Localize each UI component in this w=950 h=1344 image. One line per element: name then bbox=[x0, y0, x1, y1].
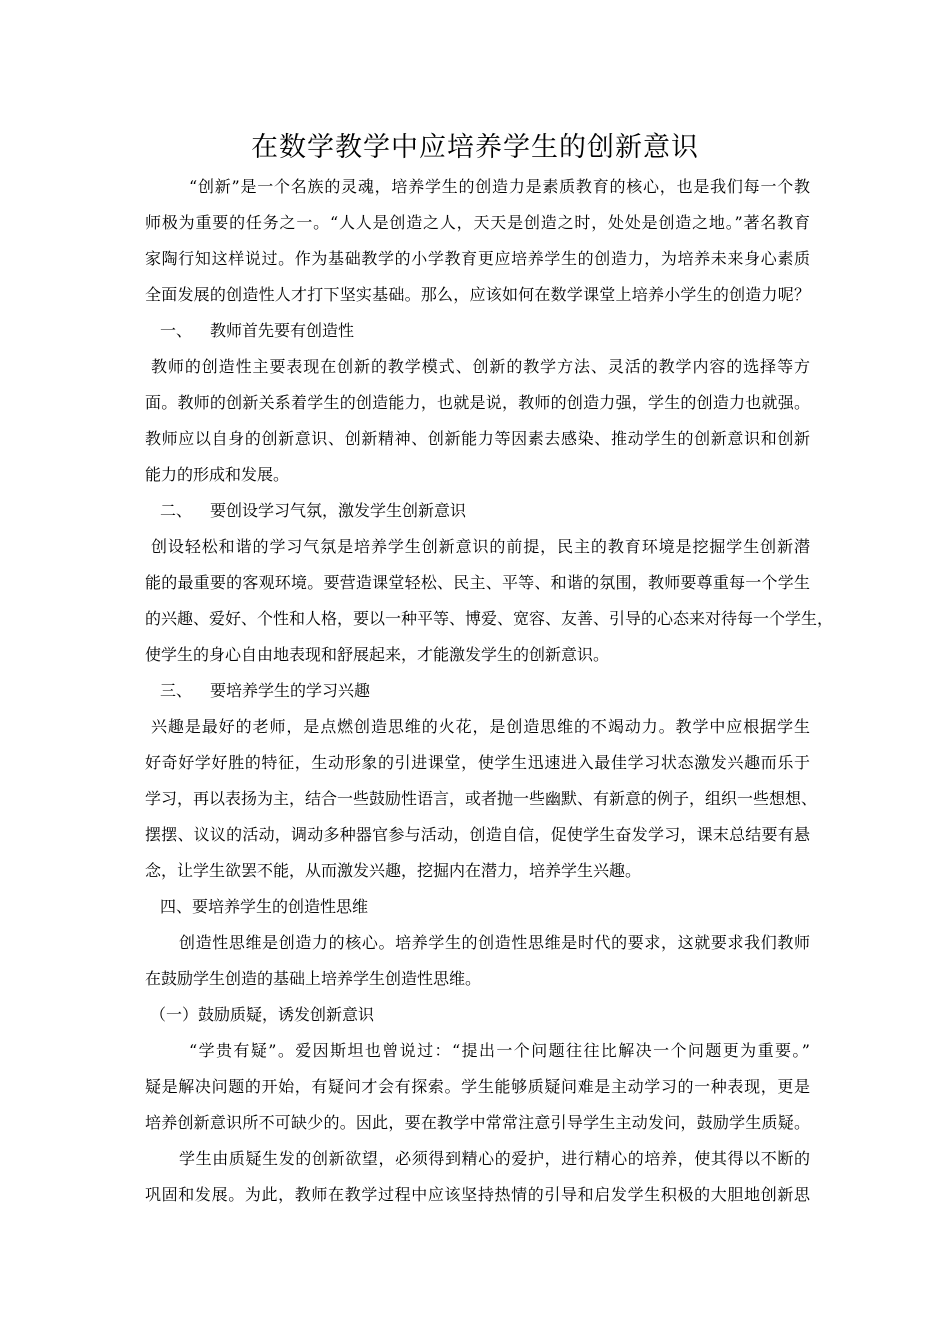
section-heading-3 bbox=[160, 680, 760, 702]
paragraph-line: 念，让学生欲罢不能，从而激发兴趣，挖掘内在潜力，培养学生兴趣。 bbox=[145, 861, 642, 880]
paragraph-line: 教师应以自身的创新意识、创新精神、创新能力等因素去感染、推动学生的创新意识和创新 bbox=[145, 429, 810, 448]
paragraph-line: 在鼓励学生创造的基础上培养学生创造性思维。 bbox=[145, 969, 482, 988]
paragraph-line: 家陶行知这样说过。作为基础教学的小学教育更应培养学生的创造力，为培养未来身心素质 bbox=[145, 249, 810, 268]
section-heading-1 bbox=[160, 320, 760, 342]
heading-text: 要培养学生的学习兴趣 bbox=[210, 681, 371, 700]
paragraph-line: 培养创新意识所不可缺少的。因此，要在教学中常常注意引导学生主动发问，鼓励学生质疑。 bbox=[145, 1113, 810, 1132]
document-title: 在数学教学中应培养学生的创新意识 bbox=[251, 132, 699, 163]
heading-number: 二、 bbox=[160, 501, 193, 520]
subsection-heading-1 bbox=[150, 1004, 750, 1026]
paragraph-line: 好奇好学好胜的特征，生动形象的引进课堂，使学生迅速进入最佳学习状态激发兴趣而乐于 bbox=[145, 753, 810, 772]
paragraph-line: 学习，再以表扬为主，结合一些鼓励性语言，或者抛一些幽默、有新意的例子，组织一些想想、 bbox=[145, 789, 818, 808]
paragraph-line: 摆摆、议议的活动，调动多种器官参与活动，创造自信，促使学生奋发学习，课末总结要有悬 bbox=[145, 825, 810, 844]
paragraph-line: 使学生的身心自由地表现和舒展起来，才能激发学生的创新意识。 bbox=[145, 645, 610, 664]
paragraph-line: 能力的形成和发展。 bbox=[145, 465, 290, 484]
paragraph-line: 能的最重要的客观环境。要营造课堂轻松、民主、平等、和谐的氛围，教师要尊重每一个学生 bbox=[145, 573, 810, 592]
heading-text: 教师首先要有创造性 bbox=[210, 321, 355, 340]
heading-text: 要创设学习气氛，激发学生创新意识 bbox=[210, 501, 467, 520]
paragraph-line: 创造性思维是创造力的核心。培养学生的创造性思维是时代的要求，这就要求我们教师 bbox=[179, 933, 810, 952]
section-heading-4 bbox=[160, 896, 760, 918]
heading-text: 四、要培养学生的创造性思维 bbox=[160, 897, 369, 916]
paragraph-line: 全面发展的创造性人才打下坚实基础。那么，应该如何在数学课堂上培养小学生的创造力呢？ bbox=[145, 285, 810, 304]
paragraph-line: 兴趣是最好的老师，是点燃创造思维的火花，是创造思维的不竭动力。教学中应根据学生 bbox=[151, 717, 810, 736]
heading-text: （一）鼓励质疑，诱发创新意识 bbox=[150, 1005, 375, 1024]
paragraph-line: 教师的创造性主要表现在创新的教学模式、创新的教学方法、灵活的教学内容的选择等方 bbox=[151, 357, 810, 376]
paragraph-line: 师极为重要的任务之一。“人人是创造之人，天天是创造之时，处处是创造之地。”著名教育 bbox=[145, 213, 810, 232]
heading-number: 三、 bbox=[160, 681, 193, 700]
paragraph-line: 创设轻松和谐的学习气氛是培养学生创新意识的前提，民主的教育环境是挖掘学生创新潜 bbox=[151, 537, 810, 556]
paragraph-line: 巩固和发展。为此，教师在教学过程中应该坚持热情的引导和启发学生积极的大胆地创新思 bbox=[145, 1185, 810, 1204]
paragraph-line: 学生由质疑生发的创新欲望，必须得到精心的爱护，进行精心的培养，使其得以不断的 bbox=[179, 1149, 810, 1168]
paragraph-line: 疑是解决问题的开始，有疑问才会有探索。学生能够质疑问难是主动学习的一种表现，更是 bbox=[145, 1077, 810, 1096]
paragraph-line: “创新”是一个名族的灵魂，培养学生的创造力是素质教育的核心，也是我们每一个教 bbox=[189, 177, 810, 196]
section-heading-2 bbox=[160, 500, 760, 522]
paragraph-line: 面。教师的创新关系着学生的创造能力，也就是说，教师的创造力强，学生的创造力也就强。 bbox=[145, 393, 810, 412]
paragraph-line: 的兴趣、爱好、个性和人格，要以一种平等、博爱、宽容、友善、引导的心态来对待每一个学生， bbox=[145, 609, 834, 628]
paragraph-line: “学贵有疑”。爱因斯坦也曾说过：“提出一个问题往往比解决一个问题更为重要。” bbox=[189, 1041, 810, 1060]
heading-number: 一、 bbox=[160, 321, 193, 340]
